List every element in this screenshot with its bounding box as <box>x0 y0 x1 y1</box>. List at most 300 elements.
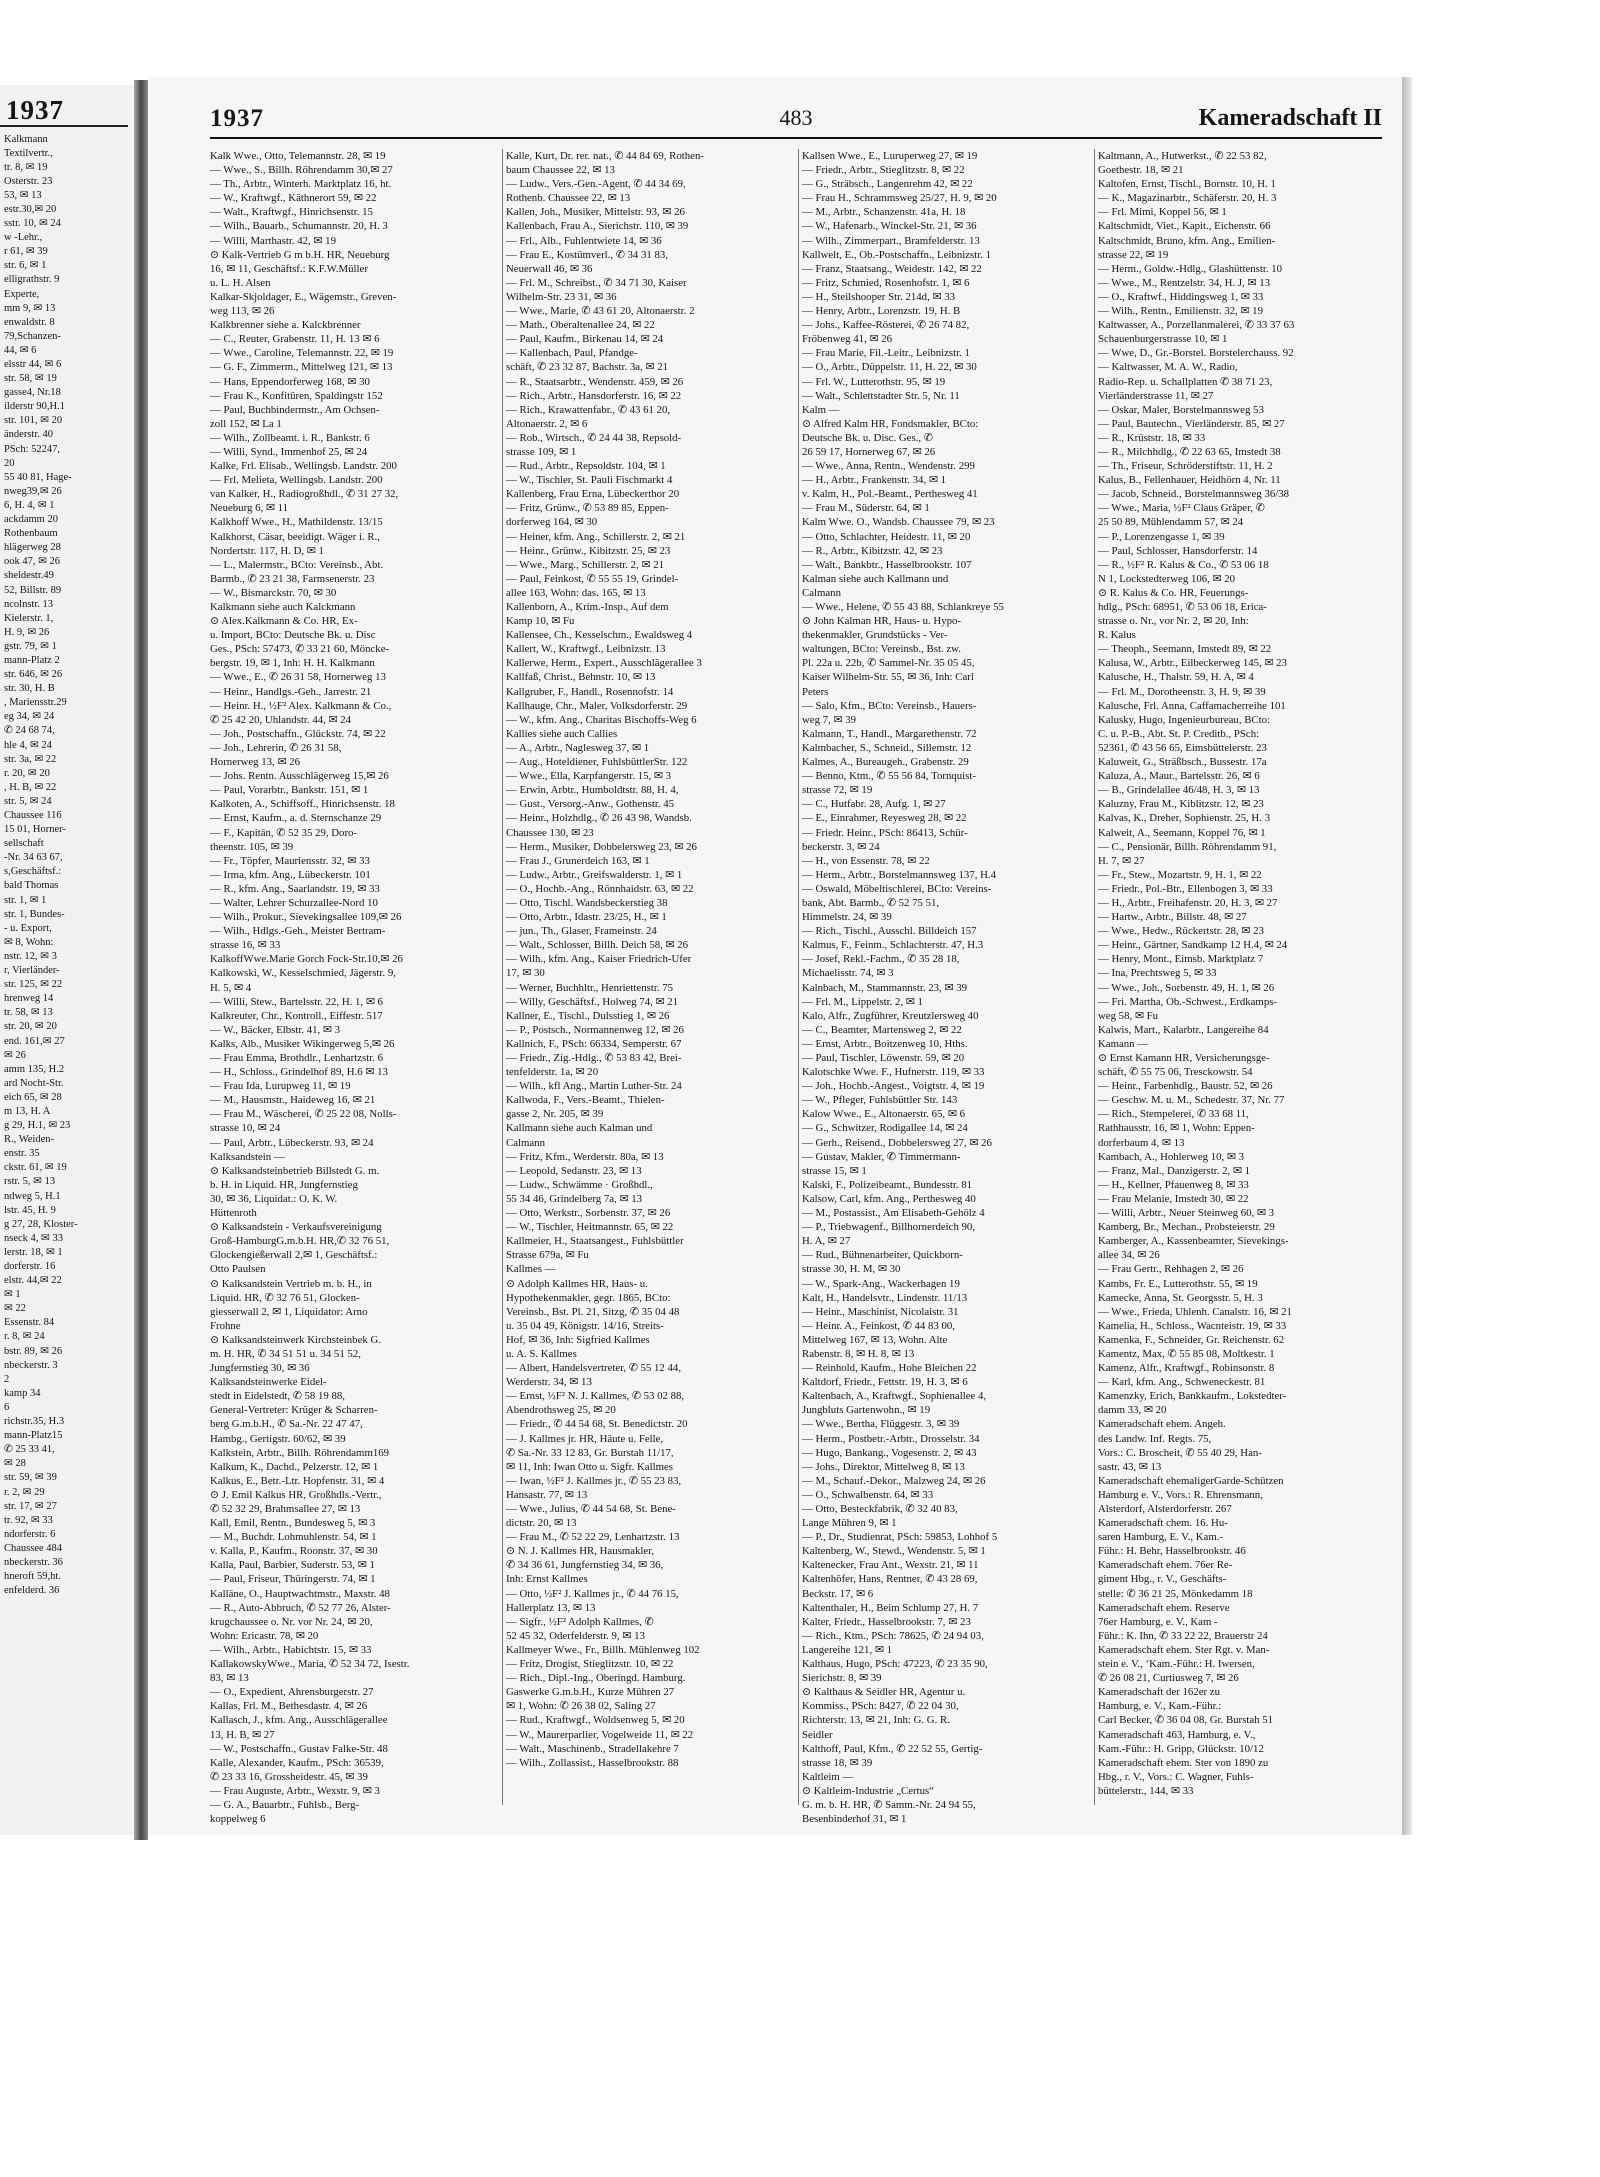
left-page-line: bald Thomas <box>4 880 59 892</box>
left-page-line: 79,Schanzen- <box>4 330 61 342</box>
listing-line: Kaltenberg, W., Stewd., Wendenstr. 5, ✉ 1 <box>802 1545 986 1558</box>
listing-line: Kameradschaft ehemaligerGarde-Schützen <box>1098 1474 1284 1487</box>
directory-page <box>148 77 1402 1835</box>
listing-line: 25 50 89, Mühlendamm 57, ✉ 24 <box>1098 516 1244 529</box>
listing-line: — Wwe., Helene, ✆ 55 43 88, Schlankreye 55 <box>802 601 1004 613</box>
listing-line: 16, ✉ 11, Geschäftsf.: K.F.W.Müller <box>210 262 368 275</box>
listing-line: ✆ Sa.-Nr. 33 12 83, Gr. Burstah 11/17, <box>506 1446 674 1459</box>
listing-line: — Joh., Postschaffn., Glückstr. 74, ✉ 22 <box>210 727 386 740</box>
left-page-line: sellschaft <box>4 838 44 850</box>
listing-line: — R., Milchhdlg., ✆ 22 63 65, Imstedt 38 <box>1098 445 1281 458</box>
left-page-line: hrenweg 14 <box>4 993 54 1005</box>
column-divider <box>502 149 503 1805</box>
listing-line: — O., Expedient, Ahrensburgerstr. 27 <box>210 1686 374 1699</box>
listing-line: Kalusky, Hugo, Ingenieurbureau, BCto: <box>1098 713 1271 726</box>
left-page-line: - u. Export, <box>4 922 52 934</box>
listing-line: Fröbenweg 41, ✉ 26 <box>802 333 893 346</box>
listing-line: Kalmann, T., Handl., Margarethenstr. 72 <box>802 727 977 740</box>
listing-line: — Heinr., Grünw., Kibitzstr. 25, ✉ 23 <box>506 544 671 557</box>
listing-line: Kallenberg, Frau Erna, Lübeckerthor 20 <box>506 488 680 501</box>
left-page-line: 52, Billstr. 89 <box>4 584 62 596</box>
listing-line: Liquid. HR, ✆ 32 76 51, Glocken- <box>210 1291 360 1304</box>
listing-line: Abendrothsweg 25, ✉ 20 <box>506 1404 616 1417</box>
left-page-line: 53, ✉ 13 <box>4 189 42 201</box>
listing-line: — Wilh., Bauarb., Schumannstr. 20, H. 3 <box>210 220 388 233</box>
left-page-line: amm 135, H.2 <box>4 1063 65 1075</box>
listing-line: Hypothekenmakler, gegr. 1865, BCto: <box>506 1291 671 1304</box>
listing-line: Kallner, E., Tischl., Dulsstieg 1, ✉ 26 <box>506 1009 670 1022</box>
listing-line: — G., Sträbsch., Langenrehm 42, ✉ 22 <box>802 178 973 191</box>
listing-line: — Paul, Feinkost, ✆ 55 55 19, Grindel- <box>506 572 679 585</box>
listing-line: ⊙ Alex.Kalkmann & Co. HR, Ex- <box>210 615 358 628</box>
listing-line: — Ina, Prechtsweg 5, ✉ 33 <box>1098 967 1217 980</box>
listing-line: Jungbluts Gartenwohn., ✉ 19 <box>802 1404 931 1417</box>
listing-line: — Frau H., Schrammsweg 25/27, H. 9, ✉ 20 <box>802 192 997 205</box>
listing-line: Kallies siehe auch Callies <box>506 727 618 740</box>
listing-line: — Walt., Kraftwgf., Hinrichsenstr. 15 <box>210 206 373 219</box>
listing-line: — Benno, Ktm., ✆ 55 56 84, Tornquist- <box>802 770 976 783</box>
listing-line: — Frau Melanie, Imstedt 30, ✉ 22 <box>1098 1192 1249 1205</box>
left-page-line: str. 1, Bundes- <box>4 908 65 920</box>
listing-line: — P., Dr., Studienrat, PSch: 59853, Lohhof 5 <box>802 1531 998 1544</box>
listing-line: H. 5, ✉ 4 <box>210 981 252 994</box>
listing-line: — Henry, Mont., Eimsb. Marktplatz 7 <box>1098 953 1264 966</box>
listing-line: Gaswerke G.m.b.H., Kurze Mühren 27 <box>506 1686 675 1699</box>
listing-line: — Geschw. M. u. M., Schedestr. 37, Nr. 77 <box>1098 1094 1285 1107</box>
listing-line: — Paul, Buchbindermstr., Am Ochsen- <box>210 403 380 416</box>
left-page-line: 55 40 81, Hage- <box>4 471 72 483</box>
listing-line: — P., Triebwagenf., Billhornerdeich 90, <box>802 1221 976 1234</box>
listing-line: ✆ 23 33 16, Grossheidestr. 45, ✉ 39 <box>210 1770 368 1783</box>
listing-line: — R., Krüststr. 18, ✉ 33 <box>1098 431 1206 444</box>
listing-line: m. H. HR, ✆ 34 51 51 u. 34 51 52, <box>210 1347 361 1360</box>
left-page-line: elstr. 44,✉ 22 <box>4 1275 62 1287</box>
listing-line: Kaltwasser, A., Porzellanmalerei, ✆ 33 37 63 <box>1098 319 1295 332</box>
listing-line: tenfelderstr. 1a, ✉ 20 <box>506 1066 599 1079</box>
left-page-line: dorferstr. 16 <box>4 1261 56 1272</box>
listing-line: Kallerwe, Herm., Expert., Ausschlägerallee 3 <box>506 657 702 670</box>
listing-line: Kalvas, K., Dreher, Sophienstr. 25, H. 3 <box>1098 812 1270 825</box>
left-page-line: nseck 4, ✉ 33 <box>4 1232 63 1244</box>
listing-line: weg 113, ✉ 26 <box>210 305 275 318</box>
left-page-line: 44, ✉ 6 <box>4 344 37 356</box>
listing-line: ⊙ Adolph Kallmes HR, Haus- u. <box>506 1277 648 1290</box>
listing-line: — Paul, Kaufm., Birkenau 14, ✉ 24 <box>506 333 664 346</box>
listing-line: — Rich., Dipl.-Ing., Oberingd. Hamburg. <box>506 1672 686 1685</box>
left-page-line: end. 161,✉ 27 <box>4 1035 65 1047</box>
listing-line: Kalt, H., Handelsvtr., Lindenstr. 11/13 <box>802 1291 968 1304</box>
listing-line: — Fritz, Kfm., Werderstr. 80a, ✉ 13 <box>506 1150 664 1163</box>
listing-line: — Gust., Versorg.-Anw., Gothenstr. 45 <box>506 798 675 811</box>
listing-line: — Aug., Hoteldiener, FuhlsbüttlerStr. 122 <box>506 756 688 769</box>
listing-line: Kalkowski, W., Kesselschmied, Jägerstr. 9, <box>210 967 396 980</box>
section-title: Kameradschaft II <box>1198 105 1382 131</box>
listing-line: Werderstr. 34, ✉ 13 <box>506 1376 592 1389</box>
listing-line: Kaluza, A., Maur., Bartelsstr. 26, ✉ 6 <box>1098 770 1260 783</box>
left-page-line: , Mariensstr.29 <box>4 697 67 709</box>
left-page-line: nstr. 12, ✉ 3 <box>4 950 57 962</box>
listing-line: Hbg., r. V., Vors.: C. Wagner, Fuhls- <box>1098 1770 1254 1783</box>
listing-line: — Johs., Kaffee-Rösterei, ✆ 26 74 82, <box>802 319 970 332</box>
left-page-line: g 29, H.1, ✉ 23 <box>4 1120 71 1132</box>
left-page-line: Chaussee 484 <box>4 1542 63 1554</box>
listing-line: bergstr. 19, ✉ 1, Inh: H. H. Kalkmann <box>210 657 375 670</box>
listing-line: — Rich., Tischl., Ausschl. Billdeich 157 <box>802 925 977 938</box>
listing-line: — Erwin, Arbtr., Humboldtstr. 88, H. 4, <box>506 784 679 797</box>
listing-line: Kalsow, Carl, kfm. Ang., Perthesweg 40 <box>802 1192 976 1205</box>
listing-line: Kamann — <box>1098 1037 1149 1050</box>
listing-line: schäft, ✆ 23 32 87, Bachstr. 3a, ✉ 21 <box>506 361 669 374</box>
listing-line: damm 33, ✉ 20 <box>1098 1404 1167 1417</box>
listing-line: — W., Pfleger, Fuhlsbüttler Str. 143 <box>802 1094 958 1107</box>
listing-line: waltungen, BCto: Vereinsb., Bst. zw. <box>802 643 961 656</box>
listing-line: — P., Postsch., Normannenweg 12, ✉ 26 <box>506 1023 684 1036</box>
left-page-line: ✉ 8, Wohn: <box>4 936 54 948</box>
listing-line: Kamp 10, ✉ Fu <box>506 615 575 628</box>
listing-line: — Paul, Arbtr., Lübeckerstr. 93, ✉ 24 <box>210 1136 374 1149</box>
listing-line: — Gerh., Reisend., Dobbelersweg 27, ✉ 26 <box>802 1136 992 1149</box>
listing-line: weg 7, ✉ 39 <box>802 713 857 726</box>
listing-line: Kalkhoff Wwe., H., Mathildenstr. 13/15 <box>210 516 383 529</box>
listing-line: — M., Hausmstr., Haideweg 16, ✉ 21 <box>210 1094 376 1107</box>
left-page-line: nweg39,✉ 26 <box>4 485 62 497</box>
listing-line: — P., Lorenzengasse 1, ✉ 39 <box>1098 530 1225 543</box>
listing-line: ⊙ John Kalman HR, Haus- u. Hypo- <box>802 615 961 628</box>
listing-line: — Otto, Werkstr., Sorbenstr. 37, ✉ 26 <box>506 1207 671 1220</box>
listing-line: giesserwall 2, ✉ 1, Liquidator: Arno <box>210 1305 368 1318</box>
column-1 <box>210 149 494 1826</box>
listing-line: Kalle, Kurt, Dr. rer. nat., ✆ 44 84 69, Rothen- <box>506 150 704 162</box>
left-page-line: ard Nocht-Str. <box>4 1077 64 1089</box>
listing-line: — Iwan, ½F² J. Kallmes jr., ✆ 55 23 83, <box>506 1474 682 1487</box>
listing-line: Peters <box>802 685 829 698</box>
book-spine <box>134 80 148 1840</box>
left-page-line: mm 9, ✉ 13 <box>4 302 56 314</box>
left-page-line: elsstr 44, ✉ 6 <box>4 359 62 370</box>
listing-line: ⊙ J. Emil Kalkus HR, Großhdls.-Vertr., <box>210 1488 382 1501</box>
listing-line: — Rud., Arbtr., Repsoldstr. 104, ✉ 1 <box>506 460 666 473</box>
listing-line: — Hartw., Arbtr., Billstr. 48, ✉ 27 <box>1098 911 1247 924</box>
listing-line: Schauenburgerstrasse 10, ✉ 1 <box>1098 333 1228 346</box>
listing-line: Kalter, Friedr., Hasselbrookstr. 7, ✉ 23 <box>802 1615 971 1628</box>
left-page-line: 20 <box>4 457 15 469</box>
listing-line: sastr. 43, ✉ 13 <box>1098 1460 1162 1473</box>
listing-line: — Rich., Krawattenfabr., ✆ 43 61 20, <box>506 403 671 416</box>
listing-line: R. Kalus <box>1098 629 1136 642</box>
listing-line: — Wwe., S., Billh. Röhrendamm 30,✉ 27 <box>210 164 393 177</box>
listing-line: — R., Auto-Abbruch, ✆ 52 77 26, Alster- <box>210 1601 391 1614</box>
listing-line: — Herm., Musiker, Dobbelersweg 23, ✉ 26 <box>506 840 697 853</box>
listing-line: Kalkmann siehe auch Kalckmann <box>210 601 356 613</box>
listing-line: u. A. S. Kallmes <box>506 1347 577 1360</box>
listing-line: strasse 15, ✉ 1 <box>802 1164 867 1177</box>
listing-line: zoll 152, ✉ La 1 <box>210 417 282 430</box>
listing-line: Kallert, W., Kraftwgf., Leibnizstr. 13 <box>506 643 666 656</box>
listing-line: Pl. 22a u. 22b, ✆ Sammel-Nr. 35 05 45, <box>802 657 975 670</box>
listing-line: Kameradschaft ehem. Reserve <box>1098 1601 1230 1614</box>
listing-line: — F., Kapitän, ✆ 52 35 29, Doro- <box>210 826 358 839</box>
listing-line: — C., Reuter, Grabenstr. 11, H. 13 ✉ 6 <box>210 333 380 346</box>
listing-line: — C., Beamter, Martensweg 2, ✉ 22 <box>802 1023 962 1036</box>
listing-line: v. Kalm, H., Pol.-Beamt., Perthesweg 41 <box>802 488 978 501</box>
listing-line: — L., Malermstr., BCto: Vereinsb., Abt. <box>210 558 384 571</box>
listing-line: Kalkum, K., Dachd., Pelzerstr. 12, ✉ 1 <box>210 1460 379 1473</box>
listing-line: Hof, ✉ 36, Inh: Sigfried Kallmes <box>506 1333 650 1346</box>
listing-line: Kallgruber, F., Handl., Rosennofstr. 14 <box>506 685 674 698</box>
listing-line: — Wwe, D., Gr.-Borstel. Borstelerchauss. 92 <box>1098 347 1294 360</box>
listing-line: ⊙ Kalksandstein - Verkaufsvereinigung <box>210 1221 382 1234</box>
listing-line: — H., Arbtr., Freihafenstr. 20, H. 3, ✉ 27 <box>1098 896 1278 909</box>
left-page-line: hle 4, ✉ 24 <box>4 739 52 751</box>
left-page-line: estr.30,✉ 20 <box>4 203 57 215</box>
left-page-fragment <box>0 85 134 1835</box>
left-page-line: ✉ 26 <box>4 1049 26 1061</box>
left-page-line: lstr. 45, H. 9 <box>4 1204 56 1216</box>
listing-line: u. Import, BCto: Deutsche Bk. u. Disc <box>210 629 376 642</box>
listing-line: — Frl., Alb., Fuhlentwiete 14, ✉ 36 <box>506 234 662 247</box>
listing-line: 76er Hamburg, e. V., Kam - <box>1098 1615 1218 1628</box>
listing-line: — Paul, Bautechn., Vierländerstr. 85, ✉ 27 <box>1098 417 1285 430</box>
listing-line: Kamberg, Br., Mechan., Probsteierstr. 29 <box>1098 1221 1275 1234</box>
listing-line: Kallenborn, A., Krim.-Insp., Auf dem <box>506 601 669 613</box>
left-page-line: ✉ 1 <box>4 1289 21 1301</box>
listing-line: Rathhausstr. 16, ✉ 1, Wohn: Eppen- <box>1098 1122 1255 1135</box>
listing-line: Seidler <box>802 1728 833 1741</box>
directory-columns <box>210 149 1382 1826</box>
listing-line: Kallas, Frl. M., Bethesdastr. 4, ✉ 26 <box>210 1700 368 1713</box>
listing-line: — Wwe., Frieda, Uhlenh. Canalstr. 16, ✉ 21 <box>1098 1305 1292 1318</box>
listing-line: — G., Schwitzer, Rodigallee 14, ✉ 24 <box>802 1122 968 1135</box>
listing-line: krugchaussee o. Nr. vor Nr. 24, ✉ 20, <box>210 1615 373 1628</box>
left-page-line: tr. 8, ✉ 19 <box>4 161 48 173</box>
left-page-line: eich 65, ✉ 28 <box>4 1091 62 1103</box>
listing-line: — H., von Essenstr. 78, ✉ 22 <box>802 854 930 867</box>
listing-line: Mittelweg 167, ✉ 13, Wohn. Alte <box>802 1333 948 1346</box>
listing-line: — Frau M., Wäscherei, ✆ 25 22 08, Nolls- <box>210 1108 397 1121</box>
listing-line: 52361, ✆ 43 56 65, Eimsbüttelerstr. 23 <box>1098 741 1267 754</box>
listing-line: G. m. b. H. HR, ✆ Samm.-Nr. 24 94 55, <box>802 1798 976 1811</box>
listing-line: Kallensee, Ch., Kesselschm., Ewaldsweg 4 <box>506 629 693 642</box>
listing-line: — Jacob, Schneid., Borstelmannsweg 36/38 <box>1098 488 1290 501</box>
listing-line: — W., Tischler, St. Pauli Fischmarkt 4 <box>506 474 673 487</box>
listing-line: Kallmann siehe auch Kalman und <box>506 1122 653 1135</box>
listing-line: Kalla, Paul, Barbier, Suderstr. 53, ✉ 1 <box>210 1559 375 1572</box>
listing-line: u. L. H. Alsen <box>210 276 271 289</box>
listing-line: Kalmbacher, S., Schneid., Sillemstr. 12 <box>802 741 972 754</box>
left-page-line: hlägerweg 28 <box>4 542 61 554</box>
listing-line: Kameradschaft der 162er zu <box>1098 1686 1221 1699</box>
listing-line: — Ludw., Vers.-Gen.-Agent, ✆ 44 34 69, <box>506 178 686 191</box>
listing-line: — M., Schauf.-Dekor., Malzweg 24, ✉ 26 <box>802 1474 986 1487</box>
listing-line: Kalusche, Frl. Anna, Caffamacherreihe 101 <box>1098 699 1286 712</box>
listing-line: Calmann <box>802 586 841 599</box>
listing-line: — Otto, Tischl. Wandsbeckerstieg 38 <box>506 896 668 909</box>
left-page-line: richstr.35, H.3 <box>4 1416 65 1428</box>
listing-line: Hamburg, e. V., Kam.-Führ.: <box>1098 1700 1222 1713</box>
listing-line: Kalk Wwe., Otto, Telemannstr. 28, ✉ 19 <box>210 150 386 162</box>
listing-line: Hallerplatz 13, ✉ 13 <box>506 1601 596 1614</box>
listing-line: Führ.: H. Behr, Hasselbrookstr. 46 <box>1098 1545 1246 1558</box>
listing-line: b. H. in Liquid. HR, Jungfernstieg <box>210 1178 358 1191</box>
listing-line: Vierländerstrasse 11, ✉ 27 <box>1098 389 1214 402</box>
listing-line: — Wilh., kfl Ang., Martin Luther-Str. 24 <box>506 1080 682 1093</box>
listing-line: Calmann <box>506 1136 545 1149</box>
listing-line: — Otto, Schlachter, Heidestr. 11, ✉ 20 <box>802 530 971 543</box>
listing-line: — Wwe., Hedw., Rückertstr. 28, ✉ 23 <box>1098 925 1264 938</box>
listing-line: — Frau Auguste, Arbtr., Wexstr. 9, ✉ 3 <box>210 1784 380 1797</box>
listing-line: — Frau Emma, Brothdlr., Lenhartzstr. 6 <box>210 1052 384 1064</box>
listing-line: Kamenz, Alfr., Kraftwgf., Robinsonstr. 8 <box>1098 1362 1275 1375</box>
listing-line: — Fri. Martha, Ob.-Schwest., Erdkamps- <box>1098 995 1278 1008</box>
listing-line: Kameradschaft ehem. 76er Re- <box>1098 1559 1233 1572</box>
listing-line: — Fr., Töpfer, Mauriensstr. 32, ✉ 33 <box>210 854 370 867</box>
listing-line: — Frau E., Kostümverl., ✆ 34 31 83, <box>506 248 668 261</box>
listing-line: 30, ✉ 36, Liquidat.: O. K. W. <box>210 1192 338 1205</box>
listing-line: ✆ 25 42 20, Uhlandstr. 44, ✉ 24 <box>210 713 352 726</box>
listing-line: — Wilh., Arbtr., Habichtstr. 15, ✉ 33 <box>210 1643 372 1656</box>
left-page-line: Essenstr. 84 <box>4 1317 55 1329</box>
listing-line: Kambach, A., Hohlerweg 10, ✉ 3 <box>1098 1150 1245 1163</box>
listing-line: Kalmus, F., Feinm., Schlachterstr. 47, H.3 <box>802 939 984 952</box>
left-page-line: ckstr. 61, ✉ 19 <box>4 1162 67 1174</box>
listing-line: — Friedr. Heinr., PSch: 86413, Schür- <box>802 826 968 839</box>
listing-line: — Heinr. H., ½F² Alex. Kalkmann & Co., <box>210 699 392 712</box>
left-page-line: lerstr. 18, ✉ 1 <box>4 1246 63 1258</box>
listing-line: — Ludw., Schwämme · Großhdl., <box>506 1178 653 1191</box>
listing-line: — M., Arbtr., Schanzenstr. 41a, H. 18 <box>802 206 966 219</box>
listing-line: — Wwe., Ella, Karpfangerstr. 15, ✉ 3 <box>506 770 672 783</box>
listing-line: General-Vertreter: Krüger & Scharren- <box>210 1404 378 1417</box>
column-2 <box>506 149 790 1805</box>
listing-line: — Theoph., Seemann, Imstedt 89, ✉ 22 <box>1098 643 1272 656</box>
left-page-line: str. 125, ✉ 22 <box>4 979 63 991</box>
listing-line: — Ernst, ½F² N. J. Kallmes, ✆ 53 02 88, <box>506 1390 685 1403</box>
listing-line: Kamberger, A., Kassenbeamter, Sievekings- <box>1098 1235 1289 1248</box>
listing-line: Kalkstein, Arbtr., Billh. Röhrendamm169 <box>210 1446 390 1459</box>
listing-line: — Otto, ½F² J. Kallmes jr., ✆ 44 76 15, <box>506 1587 679 1600</box>
listing-line: — Otto, Besteckfabrik, ✆ 32 40 83, <box>802 1503 958 1515</box>
listing-line: ⊙ Kalksandstein Vertrieb m. b. H., in <box>210 1277 372 1290</box>
listing-line: — Frau Gertr., Rehhagen 2, ✉ 26 <box>1098 1263 1244 1276</box>
listing-line: Ges., PSch: 57473, ✆ 33 21 60, Möncke- <box>210 643 390 656</box>
listing-line: — R., kfm. Ang., Saarlandstr. 19, ✉ 33 <box>210 882 380 895</box>
page-edge <box>1402 77 1412 1835</box>
left-page-line: 6, H. 4, ✉ 1 <box>4 499 55 511</box>
listing-line: — Henry, Arbtr., Lorenzstr. 19, H. B <box>802 305 961 318</box>
listing-line: — Irma, kfm. Ang., Lübeckerstr. 101 <box>210 868 371 881</box>
left-page-line: r. 20, ✉ 20 <box>4 767 50 779</box>
listing-line: Kalkreuter, Chr., Kontroll., Eiffestr. 517 <box>210 1009 383 1022</box>
listing-line: — Willy, Geschäftsf., Holweg 74, ✉ 21 <box>506 995 679 1008</box>
listing-line: — Johs. Rentn. Ausschlägerweg 15,✉ 26 <box>210 770 389 783</box>
listing-line: Kaltschmidt, Viet., Kapit., Eichenstr. 66 <box>1098 220 1271 233</box>
listing-line: Kamenzky, Erich, Bankkaufm., Lokstedter- <box>1098 1390 1287 1403</box>
listing-line: giment Hbg., r. V., Geschäfts- <box>1098 1573 1227 1586</box>
listing-line: — O., Arbtr., Düppelstr. 11, H. 22, ✉ 30 <box>802 361 977 374</box>
listing-line: 83, ✉ 13 <box>210 1672 249 1685</box>
left-page-line: str. 6, ✉ 1 <box>4 260 47 272</box>
listing-line: dorferweg 164, ✉ 30 <box>506 516 598 529</box>
left-page-line: elligrathstr. 9 <box>4 274 60 286</box>
listing-line: — jun., Th., Glaser, Frameinstr. 24 <box>506 925 657 938</box>
listing-line: — Franz, Mal., Danzigerstr. 2, ✉ 1 <box>1098 1164 1251 1177</box>
listing-line: Kaltmann, A., Hutwerkst., ✆ 22 53 82, <box>1098 150 1267 162</box>
listing-line: — Rud., Kraftwgf., Woldsenweg 5, ✉ 20 <box>506 1714 685 1727</box>
listing-line: Himmelstr. 24, ✉ 39 <box>802 911 892 924</box>
listing-line: — O., Hochb.-Ang., Rönnhaidstr. 63, ✉ 22 <box>506 882 694 895</box>
listing-line: Kall, Emil, Rentn., Bundesweg 5, ✉ 3 <box>210 1517 376 1530</box>
column-3 <box>802 149 1086 1826</box>
listing-line: — O., Schwalbenstr. 64, ✉ 33 <box>802 1488 934 1501</box>
listing-line: Kalkus, E., Betr.-Ltr. Hopfenstr. 31, ✉ 4 <box>210 1474 385 1487</box>
left-page-line: m 13, H. A <box>4 1105 51 1117</box>
listing-line: — Albert, Handelsvertreter, ✆ 55 12 44, <box>506 1362 682 1375</box>
listing-line: ⊙ Ernst Kamann HR, Versicherungsge- <box>1098 1052 1270 1064</box>
left-page-line: sheldestr.49 <box>4 570 54 582</box>
listing-line: — Wilh., Rentn., Emilienstr. 32, ✉ 19 <box>1098 305 1263 318</box>
listing-line: strasse 22, ✉ 19 <box>1098 248 1169 261</box>
listing-line: Altonaerstr. 2, ✉ 6 <box>506 417 588 430</box>
listing-line: strasse 109, ✉ 1 <box>506 445 577 458</box>
listing-line: Kaltenecker, Frau Ant., Wexstr. 21, ✉ 11 <box>802 1559 979 1572</box>
listing-line: strasse 18, ✉ 39 <box>802 1756 873 1769</box>
left-page-line: Kielerstr. 1, <box>4 612 54 624</box>
listing-line: Kalksandsteinwerke Eidel- <box>210 1376 327 1389</box>
listing-line: — C., Pensionär, Billh. Röhrendamm 91, <box>1098 840 1277 853</box>
left-page-line: kamp 34 <box>4 1387 41 1399</box>
listing-line: C. u. P.-B., Abt. St. P. Creditb., PSch: <box>1098 727 1260 740</box>
listing-line: — Paul, Tischler, Löwenstr. 59, ✉ 20 <box>802 1052 965 1064</box>
listing-line: Richterstr. 13, ✉ 21, Inh: G. G. R. <box>802 1714 950 1727</box>
left-page-line: , H. B, ✉ 22 <box>4 781 57 793</box>
listing-line: — Hans, Eppendorferweg 168, ✉ 30 <box>210 375 370 388</box>
listing-line: — Heinr. A., Feinkost, ✆ 44 83 00, <box>802 1319 956 1332</box>
listing-line: Hansastr. 77, ✉ 13 <box>506 1488 588 1501</box>
listing-line: — Wilh., Prokur., Sievekingsallee 109,✉ 26 <box>210 911 402 924</box>
listing-line: — Heiner, kfm. Ang., Schillerstr. 2, ✉ 21 <box>506 530 686 543</box>
listing-line: Deutsche Bk. u. Disc. Ges., ✆ <box>802 431 933 444</box>
left-page-line: r. 2, ✉ 29 <box>4 1486 45 1498</box>
left-page-line: str. 646, ✉ 26 <box>4 669 63 681</box>
listing-line: — Wilh., Hdlgs.-Geh., Meister Bertram- <box>210 925 386 938</box>
listing-line: — C., Hutfabr. 28, Aufg. 1, ✉ 27 <box>802 798 946 811</box>
listing-line: — Frl. M., Schreibst., ✆ 34 71 30, Kaiser <box>506 276 687 289</box>
listing-line: Frohne <box>210 1319 241 1332</box>
left-page-line: ✉ 22 <box>4 1303 26 1315</box>
listing-line: Kameradschaft ehem. Ster Rgt. v. Man- <box>1098 1643 1270 1656</box>
listing-line: — Fritz, Grünw., ✆ 53 89 85, Eppen- <box>506 502 669 515</box>
listing-line: — Heinr., Handlgs.-Geh., Jarrestr. 21 <box>210 685 372 698</box>
listing-line: — Franz, Staatsang., Weidestr. 142, ✉ 22 <box>802 262 982 275</box>
listing-line: — Frau M., Süderstr. 64, ✉ 1 <box>802 502 930 515</box>
header-rule <box>210 137 1382 139</box>
listing-line: Alsterdorf, Alsterdorferstr. 267 <box>1098 1503 1232 1515</box>
listing-line: — Wwe., Marg., Schillerstr. 2, ✉ 21 <box>506 558 664 571</box>
left-page-line: -Nr. 34 63 67, <box>4 852 63 864</box>
listing-line: — Gustav, Makler, ✆ Timmermann- <box>802 1150 961 1163</box>
left-page-line: 2 <box>4 1373 10 1385</box>
listing-line: — Ludw., Arbtr., Greifswalderstr. 1, ✉ 1 <box>506 868 683 881</box>
listing-line: Kallwelt, E., Ob.-Postschaffn., Leibnizstr. 1 <box>802 248 992 261</box>
listing-line: Carl Becker, ✆ 36 04 08, Gr. Burstah 51 <box>1098 1714 1274 1727</box>
listing-line: — Wwe., Maria, ½F² Claus Gräper, ✆ <box>1098 502 1265 515</box>
listing-line: Kaluweit, G., Sträßbsch., Bussestr. 17a <box>1098 756 1267 769</box>
listing-line: — Oskar, Maler, Borstelmannsweg 53 <box>1098 403 1264 416</box>
listing-line: — Math., Oberaltenallee 24, ✉ 22 <box>506 319 655 332</box>
listing-line: Kalusa, W., Arbtr., Eilbeckerweg 145, ✉ 23 <box>1098 657 1287 670</box>
listing-line: Kalkhorst, Cäsar, beeidigt. Wäger i. R., <box>210 530 380 543</box>
left-page-line: mann-Platz 2 <box>4 654 60 666</box>
